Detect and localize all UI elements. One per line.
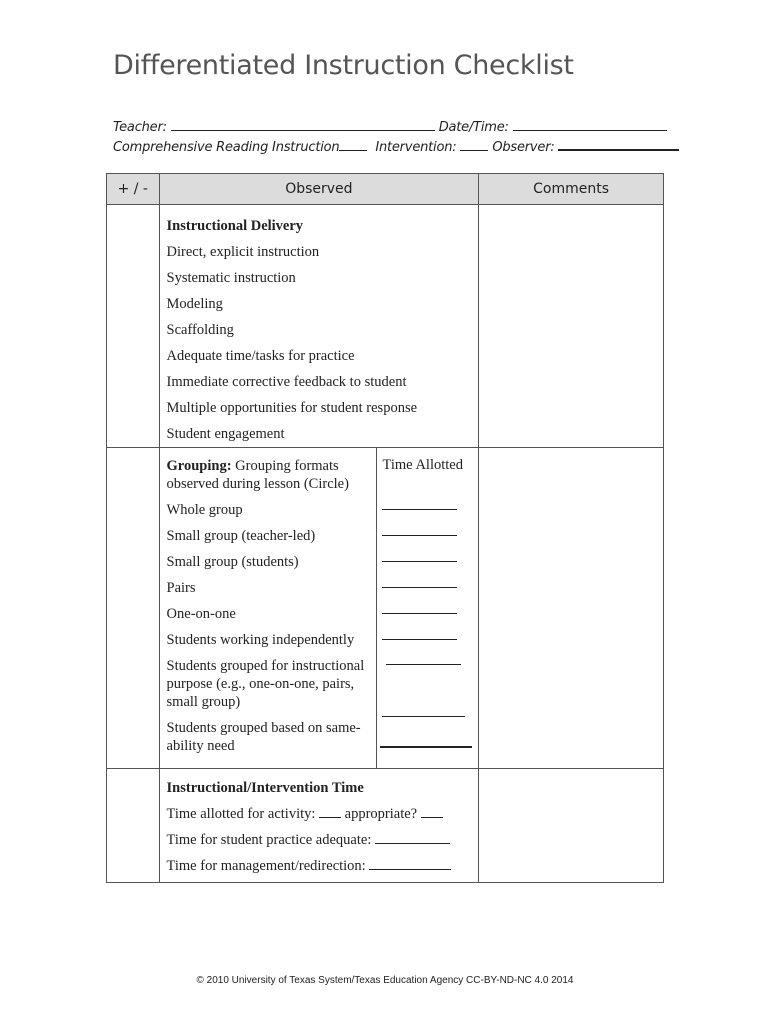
- list-item: Student engagement: [166, 426, 285, 442]
- observed-cell-delivery: [159, 205, 479, 448]
- delivery-heading: Instructional Delivery: [166, 218, 304, 234]
- list-item: Immediate corrective feedback to student: [166, 374, 407, 390]
- time-allotted-column: [377, 448, 479, 768]
- header-line-2: [113, 138, 679, 155]
- column-header-plus-minus: + / -: [107, 174, 160, 205]
- intervention-blank[interactable]: [460, 139, 488, 151]
- time-heading: Instructional/Intervention Time: [166, 780, 364, 796]
- purpose-line-1: Students grouped for instructional: [166, 658, 365, 674]
- time-allotted-heading: Time Allotted: [382, 457, 463, 473]
- teacher-blank[interactable]: [171, 119, 435, 131]
- comments-cell-delivery[interactable]: [479, 205, 664, 448]
- comprehensive-blank[interactable]: [339, 139, 367, 151]
- time-list: [160, 769, 479, 879]
- observed-cell-time: [159, 769, 479, 883]
- observer-blank[interactable]: [558, 138, 679, 151]
- time-blank[interactable]: [382, 509, 457, 510]
- time-item-1a: Time allotted for activity:: [166, 806, 320, 822]
- rating-cell-delivery[interactable]: [107, 205, 160, 448]
- list-item: [167, 827, 479, 853]
- footer-copyright: © 2010 University of Texas System/Texas Education Agency CC-BY-ND-NC 4.0 2014: [196, 975, 574, 986]
- list-item: Small group (teacher-led): [166, 528, 316, 544]
- purpose-line-3: small group): [166, 694, 241, 710]
- comprehensive-label: Comprehensive Reading Instruction: [113, 140, 340, 155]
- time-blank[interactable]: [382, 613, 457, 614]
- intervention-label: Intervention:: [375, 140, 457, 155]
- list-item-purpose: [167, 657, 376, 711]
- column-header-observed: Observed: [159, 174, 479, 205]
- ability-line-2: ability need: [166, 738, 235, 754]
- grouping-list: [160, 448, 377, 768]
- table-row-grouping: [107, 448, 664, 769]
- observed-cell-grouping: [159, 448, 479, 769]
- table-header-row: [107, 174, 664, 205]
- list-item: Systematic instruction: [166, 270, 296, 286]
- datetime-label: Date/Time:: [438, 120, 509, 135]
- column-header-comments: Comments: [479, 174, 664, 205]
- list-item: [167, 853, 479, 879]
- practice-blank[interactable]: [375, 833, 450, 844]
- page-title: Differentiated Instruction Checklist: [113, 50, 574, 81]
- time-blank[interactable]: [382, 535, 457, 536]
- purpose-line-2: purpose (e.g., one-on-one, pairs,: [166, 676, 355, 692]
- list-item: Students working independently: [166, 632, 355, 648]
- time-item-2: Time for student practice adequate:: [166, 832, 375, 848]
- grouping-heading-rest-1: Grouping formats: [235, 458, 339, 474]
- delivery-list: [160, 205, 479, 447]
- activity-blank[interactable]: [319, 807, 341, 818]
- list-item: One-on-one: [166, 606, 236, 622]
- list-item: Modeling: [166, 296, 223, 312]
- ability-line-1: Students grouped based on same-: [166, 720, 361, 736]
- time-blank[interactable]: [380, 746, 472, 748]
- grouping-section: [160, 448, 479, 768]
- comments-cell-time[interactable]: [479, 769, 664, 883]
- time-item-1b: appropriate?: [341, 806, 421, 822]
- list-item: Whole group: [166, 502, 243, 518]
- checklist-table: [106, 173, 664, 883]
- grouping-heading-rest-2: observed during lesson (Circle): [166, 476, 349, 492]
- time-blank[interactable]: [382, 639, 457, 640]
- list-item: Pairs: [166, 580, 196, 596]
- rating-cell-time[interactable]: [107, 769, 160, 883]
- datetime-blank[interactable]: [513, 119, 667, 131]
- table-row-time: [107, 769, 664, 883]
- list-item: Multiple opportunities for student response: [166, 400, 418, 416]
- time-blank[interactable]: [382, 587, 457, 588]
- rating-cell-grouping[interactable]: [107, 448, 160, 769]
- grouping-heading: [167, 457, 376, 493]
- list-item: Adequate time/tasks for practice: [166, 348, 355, 364]
- list-item: [167, 801, 479, 827]
- list-item-ability: [167, 719, 376, 755]
- time-blank[interactable]: [382, 716, 465, 717]
- time-blank[interactable]: [386, 664, 461, 665]
- time-item-3: Time for management/redirection:: [166, 858, 370, 874]
- grouping-heading-bold: Grouping:: [166, 458, 232, 474]
- appropriate-blank[interactable]: [421, 807, 443, 818]
- management-blank[interactable]: [369, 859, 451, 870]
- list-item: Small group (students): [166, 554, 299, 570]
- list-item: Scaffolding: [166, 322, 234, 338]
- teacher-label: Teacher:: [113, 120, 167, 135]
- table-row-delivery: [107, 205, 664, 448]
- comments-cell-grouping[interactable]: [479, 448, 664, 769]
- header-line-1: [113, 119, 667, 135]
- list-item: Direct, explicit instruction: [166, 244, 320, 260]
- observer-label: Observer:: [492, 140, 555, 155]
- time-blank[interactable]: [382, 561, 457, 562]
